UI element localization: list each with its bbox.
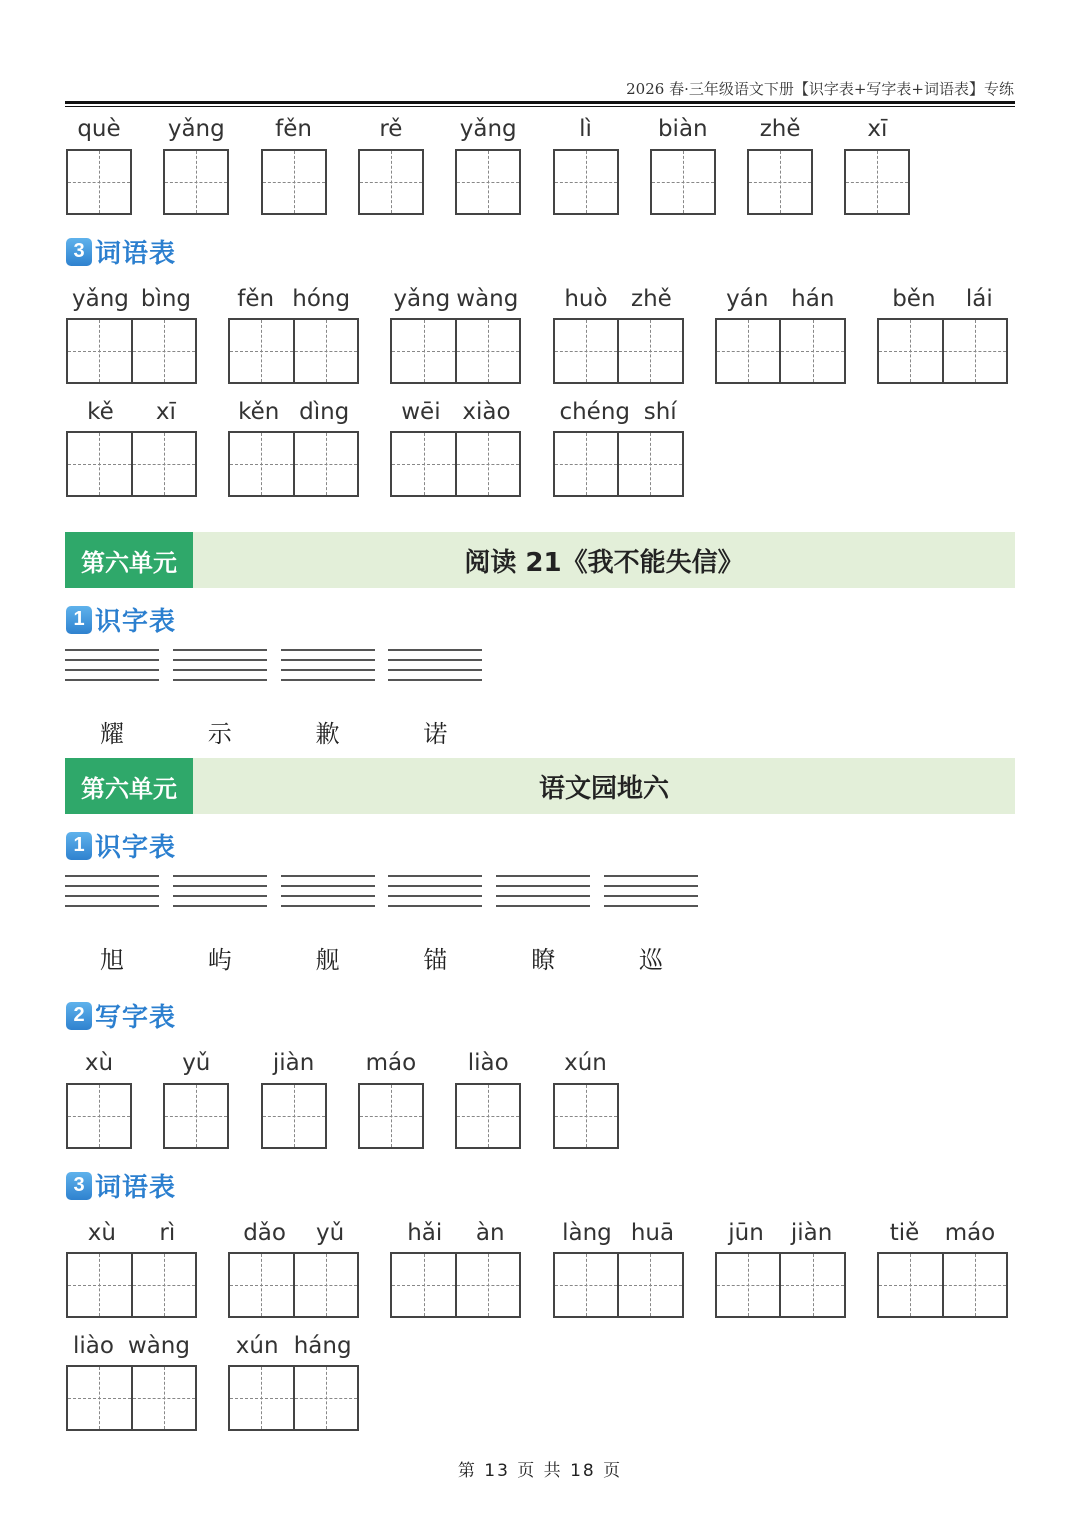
- guide-line: [281, 905, 375, 907]
- word-writing-box[interactable]: [228, 318, 359, 384]
- pinyin-syllable: wàng: [456, 286, 519, 312]
- writing-cell: [717, 320, 780, 382]
- guide-line: [388, 905, 482, 907]
- pinyin-syllable: dìng: [299, 399, 350, 425]
- section-number-badge: 1: [66, 832, 92, 860]
- word-pinyin: [390, 399, 521, 425]
- guide-line: [496, 885, 590, 887]
- writing-box[interactable]: [261, 1083, 327, 1149]
- guide-line: [65, 885, 159, 887]
- word-writing-box[interactable]: [66, 1252, 197, 1318]
- writing-box[interactable]: [455, 1083, 521, 1149]
- word-pinyin: [877, 1220, 1008, 1246]
- pinyin-syllable: tiě: [889, 1220, 920, 1246]
- writing-cell: [68, 151, 130, 213]
- writing-cell: [293, 433, 358, 495]
- writing-cell: [230, 1367, 293, 1429]
- guide-line: [65, 875, 159, 877]
- pinyin-label: rě: [379, 116, 403, 142]
- pinyin-label: yǔ: [182, 1050, 211, 1076]
- writing-cell: [68, 1085, 130, 1147]
- writing-cell: [457, 1085, 519, 1147]
- unit-tag: 第六单元: [65, 532, 193, 588]
- pinyin-syllable: hóng: [292, 286, 351, 312]
- guide-line: [65, 895, 159, 897]
- guide-line: [496, 895, 590, 897]
- writing-cell: [455, 433, 520, 495]
- word-writing-box[interactable]: [66, 431, 197, 497]
- unit-tag: 第六单元: [65, 758, 193, 814]
- guide-line: [388, 885, 482, 887]
- pinyin-syllable: běn: [892, 286, 936, 312]
- guide-line: [281, 649, 375, 651]
- pinyin-syllable: yán: [726, 286, 769, 312]
- word-writing-box[interactable]: [553, 318, 684, 384]
- writing-cell: [879, 320, 942, 382]
- recognize-character: 歉: [315, 720, 340, 748]
- recognize-character: 旭: [100, 946, 124, 974]
- pinyin-writing-lines[interactable]: [173, 875, 267, 925]
- guide-line: [173, 649, 267, 651]
- writing-cell: [131, 320, 196, 382]
- writing-box[interactable]: [650, 149, 716, 215]
- pinyin-syllable: bìng: [140, 286, 192, 312]
- word-writing-box[interactable]: [390, 318, 521, 384]
- lesson-title: 阅读 21《我不能失信》: [464, 547, 744, 578]
- writing-cell: [230, 433, 293, 495]
- pinyin-writing-lines[interactable]: [281, 875, 375, 925]
- section-number-badge: 3: [66, 238, 92, 266]
- guide-line: [173, 659, 267, 661]
- writing-cell: [555, 1254, 618, 1316]
- writing-box[interactable]: [455, 149, 521, 215]
- writing-cell: [293, 320, 358, 382]
- pinyin-syllable: máo: [944, 1220, 996, 1246]
- writing-cell: [293, 1254, 358, 1316]
- recognize-character: 锚: [423, 946, 448, 974]
- word-writing-box[interactable]: [228, 1365, 359, 1431]
- pinyin-syllable: hán: [791, 286, 835, 312]
- pinyin-writing-lines[interactable]: [65, 875, 159, 925]
- guide-line: [281, 885, 375, 887]
- word-pinyin: [553, 399, 684, 425]
- pinyin-syllable: rì: [159, 1220, 176, 1246]
- pinyin-label: fěn: [275, 116, 312, 142]
- guide-line: [388, 669, 482, 671]
- pinyin-label: biàn: [657, 116, 708, 142]
- writing-cell: [392, 1254, 455, 1316]
- pinyin-syllable: àn: [475, 1220, 505, 1246]
- guide-line: [173, 885, 267, 887]
- guide-line: [281, 875, 375, 877]
- pinyin-syllable: fěn: [237, 286, 275, 312]
- pinyin-label: xī: [867, 116, 888, 142]
- pinyin-syllable: làng: [562, 1220, 612, 1246]
- word-pinyin: [66, 399, 197, 425]
- header-rule: [65, 101, 1015, 104]
- section-number-badge: 2: [66, 1002, 92, 1030]
- writing-cell: [293, 1367, 358, 1429]
- recognize-character: 示: [207, 720, 232, 748]
- guide-line: [173, 895, 267, 897]
- writing-cell: [652, 151, 714, 213]
- writing-cell: [68, 433, 131, 495]
- word-pinyin: [66, 1220, 197, 1246]
- unit-banner: [65, 758, 1015, 814]
- word-writing-box[interactable]: [715, 1252, 846, 1318]
- writing-cell: [392, 433, 455, 495]
- pinyin-label: què: [77, 116, 121, 142]
- word-writing-box[interactable]: [390, 431, 521, 497]
- pinyin-syllable: xī: [155, 399, 176, 425]
- word-pinyin: [390, 286, 521, 312]
- pinyin-label: jiàn: [272, 1050, 315, 1076]
- pinyin-syllable: huò: [564, 286, 608, 312]
- guide-line: [65, 649, 159, 651]
- pinyin-syllable: liào: [72, 1333, 114, 1359]
- pinyin-syllable: háng: [293, 1333, 352, 1359]
- writing-cell: [457, 151, 519, 213]
- writing-cell: [165, 151, 227, 213]
- pinyin-syllable: yǎng: [71, 286, 129, 312]
- word-pinyin: [66, 1333, 197, 1359]
- word-pinyin: [390, 1220, 521, 1246]
- writing-cell: [617, 433, 682, 495]
- writing-box[interactable]: [66, 149, 132, 215]
- recognize-character: 瞭: [531, 946, 556, 974]
- writing-box[interactable]: [163, 1083, 229, 1149]
- writing-box[interactable]: [747, 149, 813, 215]
- pinyin-label: liào: [467, 1050, 509, 1076]
- pinyin-syllable: yǔ: [315, 1220, 345, 1246]
- guide-line: [281, 679, 375, 681]
- writing-cell: [717, 1254, 780, 1316]
- guide-line: [173, 679, 267, 681]
- guide-line: [173, 875, 267, 877]
- word-pinyin: [66, 286, 197, 312]
- section-label: 词语表: [95, 1173, 177, 1203]
- guide-line: [281, 659, 375, 661]
- pinyin-writing-lines[interactable]: [388, 649, 482, 699]
- writing-box[interactable]: [844, 149, 910, 215]
- writing-cell: [165, 1085, 227, 1147]
- word-pinyin: [553, 286, 684, 312]
- word-writing-box[interactable]: [228, 431, 359, 497]
- pinyin-syllable: jūn: [728, 1220, 764, 1246]
- page-footer: 第 13 页 共 18 页: [457, 1461, 623, 1481]
- section-title-recognize: [66, 601, 176, 638]
- word-pinyin: [228, 399, 359, 425]
- pinyin-writing-lines[interactable]: [173, 649, 267, 699]
- pinyin-writing-lines[interactable]: [496, 875, 590, 925]
- pinyin-syllable: wēi: [401, 399, 441, 425]
- recognize-character: 诺: [423, 720, 448, 748]
- guide-line: [388, 659, 482, 661]
- section-label: 识字表: [95, 833, 177, 863]
- pinyin-syllable: huā: [630, 1220, 675, 1246]
- section-label: 识字表: [95, 607, 177, 637]
- writing-cell: [617, 320, 682, 382]
- pinyin-syllable: lái: [965, 286, 993, 312]
- writing-cell: [360, 151, 422, 213]
- writing-cell: [230, 320, 293, 382]
- writing-box[interactable]: [66, 1083, 132, 1149]
- word-writing-box[interactable]: [390, 1252, 521, 1318]
- word-pinyin: [228, 1220, 359, 1246]
- word-writing-box[interactable]: [877, 318, 1008, 384]
- writing-cell: [846, 151, 908, 213]
- pinyin-writing-lines[interactable]: [65, 649, 159, 699]
- section-number-badge: 1: [66, 606, 92, 634]
- writing-cell: [879, 1254, 942, 1316]
- guide-line: [173, 905, 267, 907]
- guide-line: [604, 905, 698, 907]
- writing-cell: [942, 1254, 1007, 1316]
- word-pinyin: [553, 1220, 684, 1246]
- word-writing-box[interactable]: [715, 318, 846, 384]
- writing-cell: [779, 1254, 844, 1316]
- unit-banner: [65, 532, 1015, 588]
- pinyin-syllable: xún: [235, 1333, 279, 1359]
- section-label: 写字表: [95, 1003, 177, 1033]
- guide-line: [65, 905, 159, 907]
- pinyin-syllable: zhě: [631, 286, 672, 312]
- word-pinyin: [228, 286, 359, 312]
- pinyin-writing-lines[interactable]: [388, 875, 482, 925]
- word-pinyin: [715, 1220, 846, 1246]
- word-writing-box[interactable]: [228, 1252, 359, 1318]
- recognize-character: 耀: [100, 720, 124, 748]
- writing-box[interactable]: [358, 149, 424, 215]
- guide-line: [173, 669, 267, 671]
- writing-cell: [131, 1367, 196, 1429]
- writing-cell: [392, 320, 455, 382]
- pinyin-syllable: xù: [87, 1220, 116, 1246]
- writing-cell: [555, 433, 618, 495]
- pinyin-syllable: xiào: [462, 399, 511, 425]
- pinyin-label: yǎng: [167, 116, 225, 142]
- writing-cell: [555, 1085, 617, 1147]
- writing-box[interactable]: [163, 149, 229, 215]
- writing-cell: [455, 1254, 520, 1316]
- guide-line: [604, 885, 698, 887]
- guide-line: [496, 875, 590, 877]
- recognize-character: 舰: [315, 946, 340, 974]
- word-pinyin: [877, 286, 1008, 312]
- section-title-words: [66, 1167, 176, 1204]
- section-title-write: [66, 997, 176, 1034]
- guide-line: [65, 679, 159, 681]
- writing-cell: [749, 151, 811, 213]
- guide-line: [604, 875, 698, 877]
- pinyin-syllable: kěn: [238, 399, 280, 425]
- pinyin-label: xù: [84, 1050, 114, 1076]
- word-writing-box[interactable]: [66, 1365, 197, 1431]
- writing-cell: [131, 433, 196, 495]
- writing-box[interactable]: [553, 1083, 619, 1149]
- pinyin-syllable: chéng: [559, 399, 631, 425]
- lesson-title: 语文园地六: [538, 773, 669, 804]
- word-pinyin: [715, 286, 846, 312]
- section-label: 词语表: [95, 239, 177, 269]
- writing-cell: [263, 1085, 325, 1147]
- guide-line: [388, 679, 482, 681]
- guide-line: [388, 649, 482, 651]
- guide-line: [388, 875, 482, 877]
- pinyin-syllable: wàng: [127, 1333, 190, 1359]
- writing-cell: [779, 320, 844, 382]
- pinyin-syllable: hǎi: [407, 1220, 443, 1246]
- pinyin-syllable: dǎo: [243, 1220, 286, 1246]
- writing-cell: [68, 320, 131, 382]
- guide-line: [388, 895, 482, 897]
- pinyin-syllable: kě: [87, 399, 114, 425]
- recognize-character: 屿: [207, 946, 232, 974]
- recognize-character: 巡: [639, 946, 663, 974]
- header-rule-thin: [65, 106, 1015, 107]
- guide-line: [604, 895, 698, 897]
- guide-line: [281, 669, 375, 671]
- pinyin-label: xún: [564, 1050, 607, 1076]
- writing-cell: [68, 1367, 131, 1429]
- word-writing-box[interactable]: [877, 1252, 1008, 1318]
- writing-cell: [942, 320, 1007, 382]
- writing-cell: [68, 1254, 131, 1316]
- guide-line: [65, 669, 159, 671]
- writing-cell: [455, 320, 520, 382]
- writing-cell: [555, 320, 618, 382]
- writing-cell: [131, 1254, 196, 1316]
- section-title-words: [66, 233, 176, 270]
- pinyin-writing-lines[interactable]: [604, 875, 698, 925]
- guide-line: [496, 905, 590, 907]
- word-pinyin: [228, 1333, 359, 1359]
- page-header-title: 2026 春·三年级语文下册【识字表+写字表+词语表】专练: [626, 80, 1014, 98]
- writing-cell: [360, 1085, 422, 1147]
- guide-line: [281, 895, 375, 897]
- word-writing-box[interactable]: [66, 318, 197, 384]
- writing-cell: [263, 151, 325, 213]
- section-title-recognize: [66, 827, 176, 864]
- pinyin-syllable: shí: [643, 399, 677, 425]
- writing-cell: [555, 151, 617, 213]
- pinyin-syllable: jiàn: [790, 1220, 833, 1246]
- writing-box[interactable]: [553, 149, 619, 215]
- writing-box[interactable]: [261, 149, 327, 215]
- section-number-badge: 3: [66, 1172, 92, 1200]
- pinyin-syllable: yǎng: [393, 286, 451, 312]
- writing-cell: [617, 1254, 682, 1316]
- pinyin-label: zhě: [759, 116, 801, 142]
- pinyin-label: máo: [365, 1050, 417, 1076]
- writing-cell: [230, 1254, 293, 1316]
- guide-line: [65, 659, 159, 661]
- word-writing-box[interactable]: [553, 1252, 684, 1318]
- word-writing-box[interactable]: [553, 431, 684, 497]
- pinyin-writing-lines[interactable]: [281, 649, 375, 699]
- pinyin-label: lì: [579, 116, 592, 142]
- pinyin-label: yǎng: [459, 116, 517, 142]
- writing-box[interactable]: [358, 1083, 424, 1149]
